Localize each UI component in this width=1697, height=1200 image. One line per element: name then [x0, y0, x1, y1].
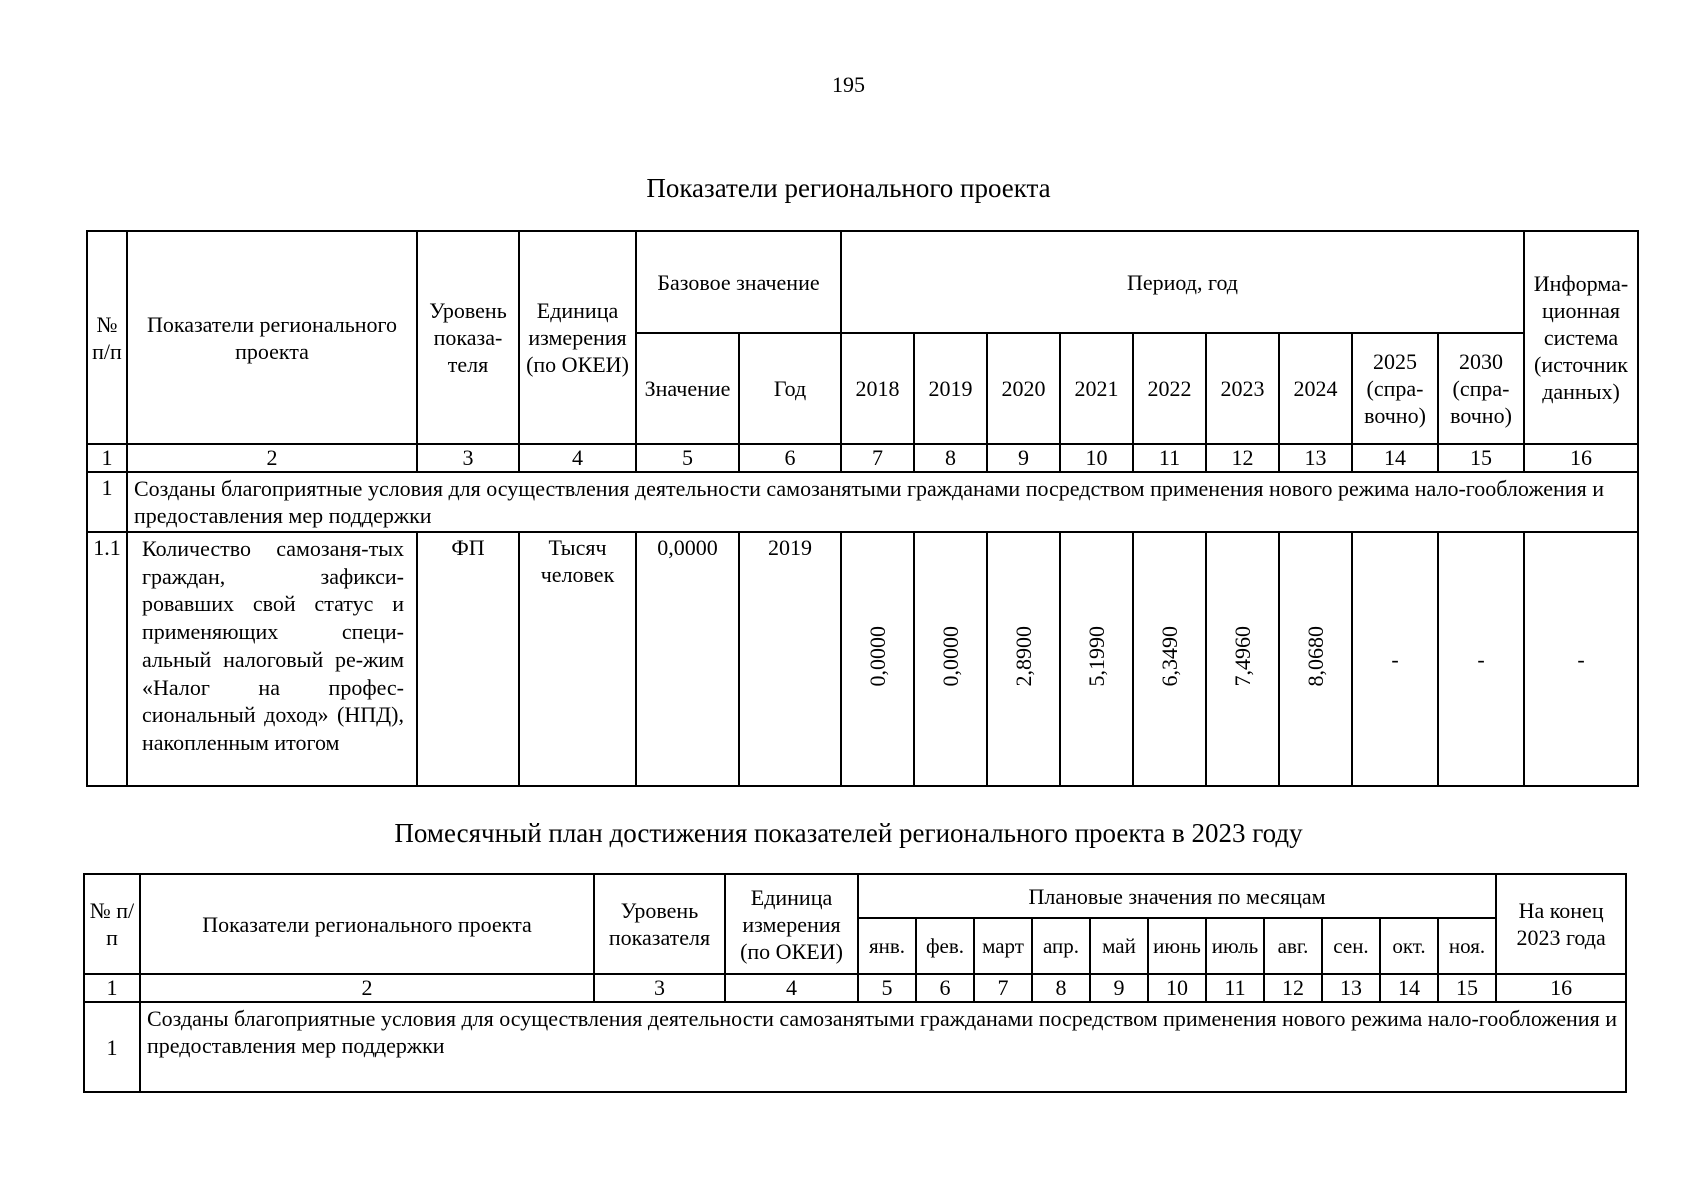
year-value-text: 8,0680	[1303, 625, 1328, 687]
column-index: 15	[1438, 974, 1496, 1002]
header-end: На конец 2023 года	[1496, 874, 1626, 974]
year-value-2022	[1133, 532, 1206, 786]
column-index: 14	[1352, 444, 1438, 472]
value-2025: -	[1352, 532, 1438, 786]
column-index: 14	[1380, 974, 1438, 1002]
section-text: Созданы благоприятные условия для осуществления деятельности самозанятыми гражданами посредством применения нового режима нало-гообложения и предоставления мер поддержки	[127, 472, 1638, 532]
year-value-text: 6,3490	[1157, 625, 1182, 687]
column-index: 10	[1148, 974, 1206, 1002]
base-year: 2019	[739, 532, 841, 786]
header-unit: Единица измерения (по ОКЕИ)	[725, 874, 858, 974]
page-number: 195	[832, 72, 865, 97]
header-year: 2022	[1133, 333, 1206, 444]
header-num: № п/п	[84, 874, 140, 974]
year-value-text: 0,0000	[938, 625, 963, 687]
month-jan: янв.	[858, 918, 916, 974]
column-index: 2	[127, 444, 417, 472]
table2-title: Помесячный план достижения показателей регионального проекта в 2023 году	[394, 818, 1303, 848]
column-index: 10	[1060, 444, 1133, 472]
header-year-2025: 2025 (спра-вочно)	[1352, 333, 1438, 444]
section-num: 1	[84, 1002, 140, 1092]
month-feb: фев.	[916, 918, 974, 974]
header-year: 2020	[987, 333, 1060, 444]
year-value-text: 7,4960	[1230, 625, 1255, 687]
header-indicator: Показатели регионального проекта	[127, 231, 417, 444]
header-indicator: Показатели регионального проекта	[140, 874, 594, 974]
column-index: 8	[1032, 974, 1090, 1002]
value-2030: -	[1438, 532, 1524, 786]
year-value-2023	[1206, 532, 1279, 786]
month-oct: окт.	[1380, 918, 1438, 974]
month-apr: апр.	[1032, 918, 1090, 974]
month-nov: ноя.	[1438, 918, 1496, 974]
header-year: 2021	[1060, 333, 1133, 444]
column-index: 9	[987, 444, 1060, 472]
header-unit: Единица измерения (по ОКЕИ)	[519, 231, 636, 444]
header-period: Период, год	[841, 231, 1524, 333]
header-num: № п/п	[87, 231, 127, 444]
column-index: 11	[1206, 974, 1264, 1002]
column-index: 2	[140, 974, 594, 1002]
column-index: 13	[1279, 444, 1352, 472]
base-value: 0,0000	[636, 532, 739, 786]
column-index: 9	[1090, 974, 1148, 1002]
column-index: 8	[914, 444, 987, 472]
year-value-2018	[841, 532, 914, 786]
year-value-2021	[1060, 532, 1133, 786]
column-index: 7	[974, 974, 1032, 1002]
month-may: май	[1090, 918, 1148, 974]
year-value-text: 0,0000	[865, 625, 890, 687]
column-index: 6	[916, 974, 974, 1002]
column-index: 4	[519, 444, 636, 472]
column-index: 13	[1322, 974, 1380, 1002]
month-jun: июнь	[1148, 918, 1206, 974]
monthly-plan-table	[83, 873, 1627, 1093]
header-base-year: Год	[739, 333, 841, 444]
info-system: -	[1524, 532, 1638, 786]
row-num: 1.1	[87, 532, 127, 786]
header-year-2030: 2030 (спра-вочно)	[1438, 333, 1524, 444]
column-index: 4	[725, 974, 858, 1002]
column-index: 6	[739, 444, 841, 472]
indicator-level: ФП	[417, 532, 519, 786]
header-year: 2019	[914, 333, 987, 444]
header-level: Уровень показа-теля	[417, 231, 519, 444]
section-text: Созданы благоприятные условия для осуществления деятельности самозанятыми гражданами посредством применения нового режима нало-гообложения и предоставления мер поддержки	[140, 1002, 1626, 1092]
column-index: 1	[84, 974, 140, 1002]
month-jul: июль	[1206, 918, 1264, 974]
table1-title: Показатели регионального проекта	[646, 173, 1051, 203]
column-index: 1	[87, 444, 127, 472]
column-index: 5	[858, 974, 916, 1002]
header-base-value: Значение	[636, 333, 739, 444]
indicators-table	[86, 230, 1639, 787]
column-index: 16	[1524, 444, 1638, 472]
column-index: 7	[841, 444, 914, 472]
indicator-name: Количество самозаня-тых граждан, зафикси-ровавших свой статус и применяющих специ-альный налоговый ре-жим «Налог на профес-сиональный доход» (НПД), накопленным итогом	[127, 532, 417, 786]
header-year: 2024	[1279, 333, 1352, 444]
header-base: Базовое значение	[636, 231, 841, 333]
column-index: 5	[636, 444, 739, 472]
column-index: 12	[1206, 444, 1279, 472]
year-value-2020	[987, 532, 1060, 786]
section-num: 1	[87, 472, 127, 532]
year-value-text: 5,1990	[1084, 625, 1109, 687]
column-index: 16	[1496, 974, 1626, 1002]
column-index: 15	[1438, 444, 1524, 472]
column-index: 12	[1264, 974, 1322, 1002]
year-value-2024	[1279, 532, 1352, 786]
header-year: 2018	[841, 333, 914, 444]
indicator-unit: Тысяч человек	[519, 532, 636, 786]
header-info: Информа-ционная система (источник данных)	[1524, 231, 1638, 444]
column-index: 3	[417, 444, 519, 472]
month-aug: авг.	[1264, 918, 1322, 974]
column-index: 11	[1133, 444, 1206, 472]
header-plan: Плановые значения по месяцам	[858, 874, 1496, 918]
header-year: 2023	[1206, 333, 1279, 444]
month-mar: март	[974, 918, 1032, 974]
column-index: 3	[594, 974, 725, 1002]
year-value-text: 2,8900	[1011, 625, 1036, 687]
year-value-2019	[914, 532, 987, 786]
header-level: Уровень показателя	[594, 874, 725, 974]
month-sep: сен.	[1322, 918, 1380, 974]
